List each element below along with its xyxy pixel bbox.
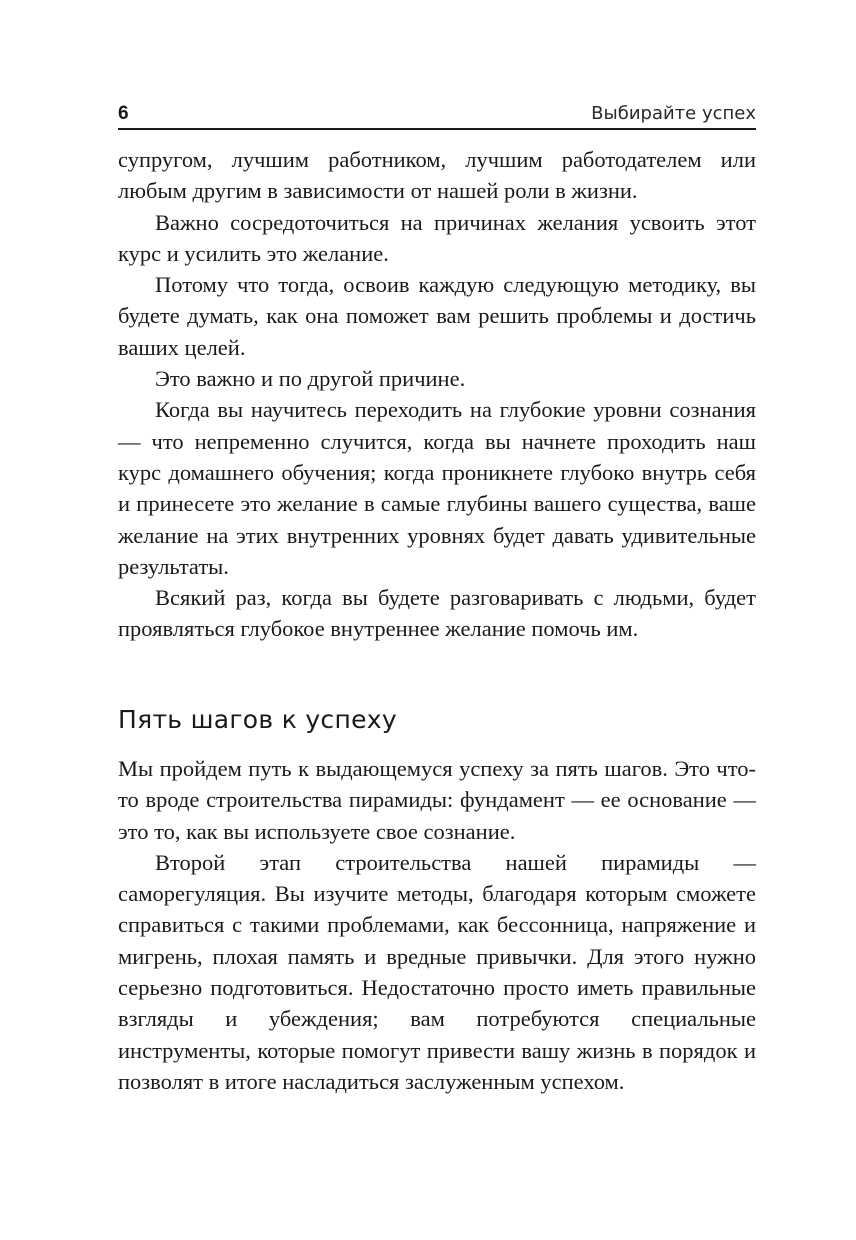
paragraph: Это важно и по другой причине. bbox=[155, 366, 466, 392]
body-text-section-1 bbox=[118, 144, 756, 645]
paragraph: Мы пройдем путь к выдающемуся успеху за пять шагов. Это что-то вроде строительства пирамиды: фундамент — ее основание — это то, как вы используете свое сознание. bbox=[118, 756, 756, 844]
page-number: 6 bbox=[118, 103, 129, 124]
body-text-section-2 bbox=[118, 753, 756, 1097]
paragraph: Второй этап строительства нашей пирамиды — саморегуляция. Вы изучите методы, благодаря которым сможете справиться с такими проблемами, как бессонница, напряжение и мигрень, плохая память и вредные привычки. Для этого нужно серьезно подготовиться. Недостаточно просто иметь правильные взгляды и убеждения; вам потребуются специальные инструменты, которые помогут привести вашу жизнь в порядок и позволят в итоге насладиться заслуженным успехом. bbox=[118, 849, 756, 1094]
page-header bbox=[118, 100, 756, 130]
paragraph: супругом, лучшим работником, лучшим работодателем или любым другим в зависимости от нашей роли в жизни. bbox=[118, 147, 756, 204]
paragraph: Важно сосредоточиться на причинах желания усвоить этот курс и усилить это желание. bbox=[118, 209, 756, 266]
paragraph: Всякий раз, когда вы будете разговаривать с людьми, будет проявляться глубокое внутреннее желание помочь им. bbox=[118, 585, 756, 642]
section-title: Пять шагов к успеху bbox=[118, 705, 397, 734]
paragraph: Потому что тогда, освоив каждую следующую методику, вы будете думать, как она поможет вам решить проблемы и достичь ваших целей. bbox=[118, 272, 756, 360]
running-head: Выбирайте успех bbox=[591, 103, 756, 124]
paragraph: Когда вы научитесь переходить на глубокие уровни сознания — что непременно случится, когда вы начнете проходить наш курс домашнего обучения; когда проникнете глубоко внутрь себя и принесете это желание в самые глубины вашего существа, ваше желание на этих внутренних уровнях будет давать удивительные результаты. bbox=[118, 397, 756, 579]
